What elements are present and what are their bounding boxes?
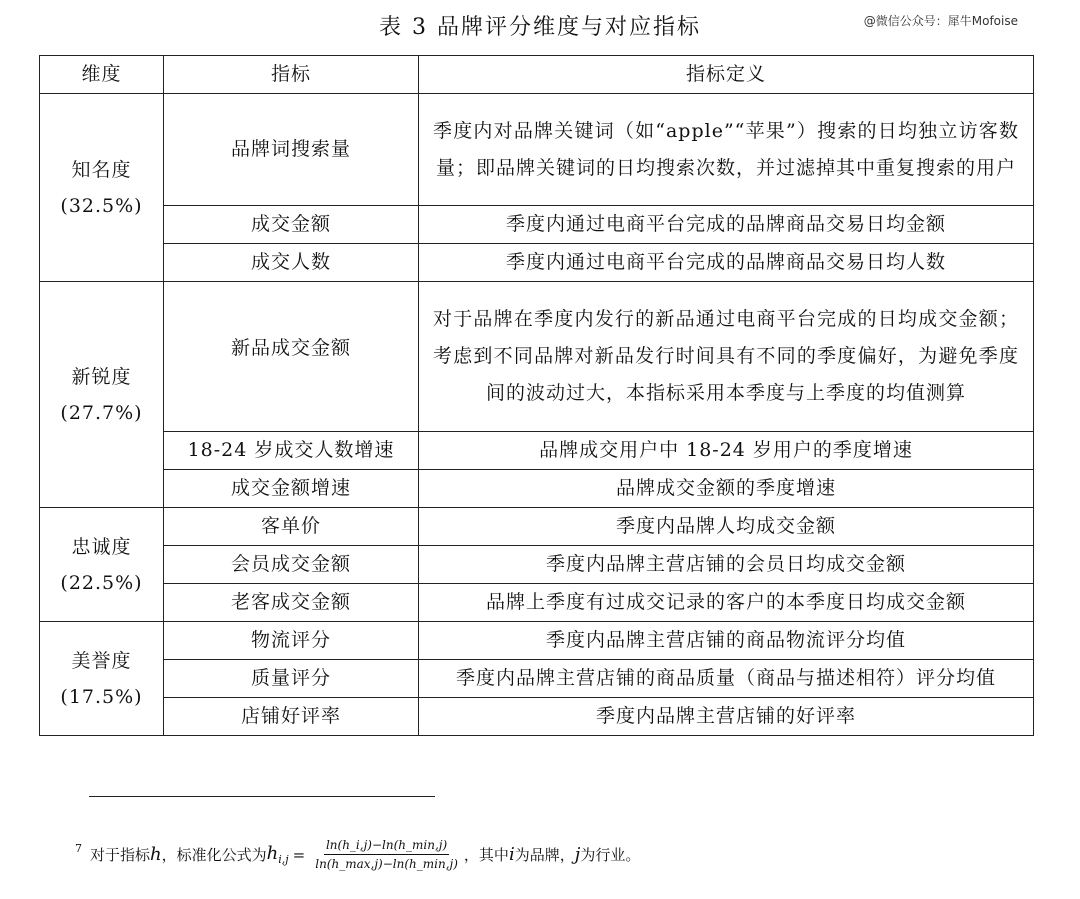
metric-cell: 品牌词搜索量 [164,94,419,206]
formula-denominator: ln(h_max,j)−ln(h_min,j) [315,857,458,871]
footnote-number: 7 [75,842,82,855]
metric-cell: 质量评分 [164,660,419,698]
metric-cell: 客单价 [164,508,419,546]
header-definition: 指标定义 [419,56,1034,94]
formula-lhs-sub: i,j [278,853,289,866]
table-title: 表 3 品牌评分维度与对应指标 [379,15,701,40]
footnote-var-j: j [574,844,581,865]
formula-fraction [313,838,460,871]
table-row [40,508,1034,546]
header-metric: 指标 [164,56,419,94]
definition-cell: 季度内对品牌关键词（如“apple”“苹果”）搜索的日均独立访客数量；即品牌关键词的日均搜索次数，并过滤掉其中重复搜索的用户 [419,94,1034,206]
metric-cell: 成交金额增速 [164,470,419,508]
table-row [40,470,1034,508]
dimension-name: 知名度 [71,158,132,181]
footnote-var-i: i [508,844,515,865]
definition-cell: 品牌成交金额的季度增速 [419,470,1034,508]
metric-cell: 新品成交金额 [164,282,419,432]
table-row [40,660,1034,698]
header-dimension: 维度 [40,56,164,94]
definition-cell: 季度内通过电商平台完成的品牌商品交易日均金额 [419,206,1034,244]
footnote-is-brand: 为品牌， [514,846,575,864]
metric-cell: 老客成交金额 [164,584,419,622]
dimension-name: 忠诚度 [71,535,132,558]
footnote-divider [89,796,435,797]
table-row [40,698,1034,736]
definition-cell: 季度内品牌主营店铺的商品质量（商品与描述相符）评分均值 [419,660,1034,698]
table-row [40,244,1034,282]
definition-cell: 季度内品牌主营店铺的好评率 [419,698,1034,736]
table-row [40,282,1034,432]
watermark: @微信公众号：犀牛Mofoise [863,14,1018,28]
table-row [40,546,1034,584]
footnote-is-industry: 为行业。 [580,846,641,864]
footnote-var-h: h [150,844,162,865]
table-row [40,584,1034,622]
dimension-weight: (27.7%) [60,401,143,424]
table-row [40,432,1034,470]
metric-cell: 物流评分 [164,622,419,660]
metric-cell: 店铺好评率 [164,698,419,736]
formula-lhs [267,843,289,866]
definition-cell: 季度内通过电商平台完成的品牌商品交易日均人数 [419,244,1034,282]
definition-cell: 品牌上季度有过成交记录的客户的本季度日均成交金额 [419,584,1034,622]
definition-cell: 季度内品牌主营店铺的商品物流评分均值 [419,622,1034,660]
definition-cell: 季度内品牌人均成交金额 [419,508,1034,546]
definition-cell: 对于品牌在季度内发行的新品通过电商平台完成的日均成交金额；考虑到不同品牌对新品发行时间具有不同的季度偏好，为避免季度间的波动过大，本指标采用本季度与上季度的均值测算 [419,282,1034,432]
definition-cell: 季度内品牌主营店铺的会员日均成交金额 [419,546,1034,584]
metric-cell: 18-24 岁成交人数增速 [164,432,419,470]
table-row [40,622,1034,660]
table-header-row [40,56,1034,94]
formula-equals: = [292,845,306,864]
dimension-name: 美誉度 [71,649,132,672]
footnote [75,838,640,871]
dimension-cell [40,508,164,622]
metric-cell: 成交人数 [164,244,419,282]
dimension-weight: (32.5%) [60,194,143,217]
table-row [40,206,1034,244]
dimension-weight: (22.5%) [60,571,143,594]
formula-lhs-h: h [266,843,279,864]
dimension-name: 新锐度 [71,365,132,388]
dimension-cell [40,622,164,736]
dimension-cell [40,94,164,282]
metric-cell: 会员成交金额 [164,546,419,584]
brand-score-table [39,55,1034,736]
footnote-after-formula: ，其中 [463,846,509,864]
footnote-middle: ，标准化公式为 [161,846,267,864]
definition-cell: 品牌成交用户中 18-24 岁用户的季度增速 [419,432,1034,470]
table-row [40,94,1034,206]
dimension-cell [40,282,164,508]
dimension-weight: (17.5%) [60,685,143,708]
metric-cell: 成交金额 [164,206,419,244]
formula-numerator: ln(h_i,j)−ln(h_min,j) [324,838,449,855]
footnote-prefix: 对于指标 [90,846,151,864]
